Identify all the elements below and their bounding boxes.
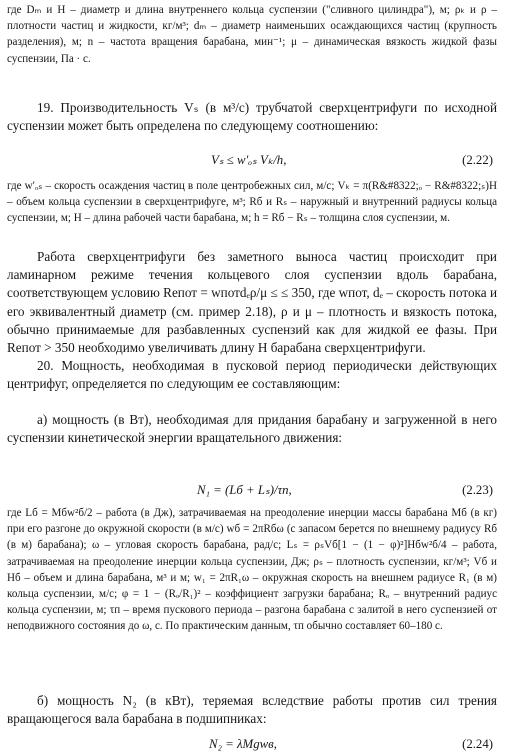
formula-2-23-expression: N₁ = (Lб + Lₛ)/τп, — [197, 483, 292, 497]
paragraph-intro-definitions: где Dₘ и H – диаметр и длина внутреннего кольца суспензии ("сливного цилиндра"), м; ρₖ и ρ – плотности частиц и жидкости, кг/м³; dₘ – диаметр наименьших осаждающихся частиц (крупность разделения), м; n – частота вращения барабана, мин⁻¹; μ – динамическая вязкость жидкой фазы суспензии, Па · с. — [7, 4, 497, 65]
paragraph-2-23-definitions: где Lб = Mбw²б/2 – работа (в Дж), затрачиваемая на преодоление инерции массы барабана Mб (в кг) при его разгоне до окружной скорости (в м/с) wб = 2πRбω (с запасом берется по внешнему радиусу Rб (в м) барабана); ω – угловая скорость барабана, рад/с; Lₛ = ρₛVб[1 − (1 − φ)²]Hбw²б/4 – работа, затрачиваемая на преодоление инерции кольца суспензии, Дж; ρₛ – плотность суспензии, кг/м³; Vб и Hб – объем и длина барабана, м³ и м; w₁ = 2πR₁ω – окружная скорость на внешнем радиусе R₁ (в м) кольца суспензии, м/с; φ = 1 − (Rₒ/R₁)² – коэффициент загрузки барабана; Rₒ – внутренний радиус кольца суспензии, м; τп – время пускового периода – разгона барабана с залитой в него суспензией от неподвижного состояния до ω, с. По практическим данным, τп обычно составляет 60–180 с. — [7, 507, 497, 633]
formula-2-24-number: (2.24) — [462, 737, 493, 751]
paragraph-item-20: 20. Мощность, необходимая в пусковой период периодически действующих центрифуг, определяется по следующим ее составляющим: — [7, 358, 497, 392]
paragraph-item-20a: а) мощность (в Вт), необходимая для придания барабану и загруженной в него суспензии кинетической энергии вращательного движения: — [7, 412, 497, 446]
paragraph-item-19: 19. Производительность Vₛ (в м³/с) трубчатой сверхцентрифуги по исходной суспензии может быть определена по следующему соотношению: — [7, 100, 497, 134]
formula-2-24-expression: N₂ = λMgwв, — [209, 737, 277, 751]
formula-2-22-expression: Vₛ ≤ w′ₒₛ Vₖ/h, — [211, 153, 287, 167]
formula-2-24 — [0, 735, 505, 753]
paragraph-item-20b: б) мощность N₂ (в кВт), теряемая вследствие работы против сил трения вращающегося вала барабана в подшипниках: — [7, 693, 497, 727]
paragraph-supercentrifuge-work: Работа сверхцентрифуги без заметного выноса частиц происходит при ламинарном режиме течения кольцевого слоя суспензии вдоль барабана, соответствующем условию Reпот = wпотdₑρ/μ ≤ ≤ 350, где wпот, dₑ – скорость потока и его эквивалентный диаметр (см. пример 2.18), ρ и μ – плотность и вязкость потока, обычно принимаемые для разбавленных суспензий как для жидкой ее фазы. При Reпот > 350 необходимо увеличивать длину H барабана сверхцентрифуги. — [7, 249, 497, 356]
formula-2-22-number: (2.22) — [462, 153, 493, 167]
formula-2-23-number: (2.23) — [462, 483, 493, 497]
formula-2-22 — [0, 151, 505, 169]
formula-2-23 — [0, 481, 505, 499]
paragraph-2-22-definitions: где w′ₒₛ – скорость осаждения частиц в поле центробежных сил, м/с; Vₖ = π(R&#8322;ₒ − R&#8322;ₛ)H – объем кольца суспензии в сверхцентрифуге, м³; Rб и Rₛ – наружный и внутренний радиусы кольца суспензии, м; H – длина рабочей части барабана, м; h = Rб − Rₛ – толщина слоя суспензии, м. — [7, 180, 497, 225]
